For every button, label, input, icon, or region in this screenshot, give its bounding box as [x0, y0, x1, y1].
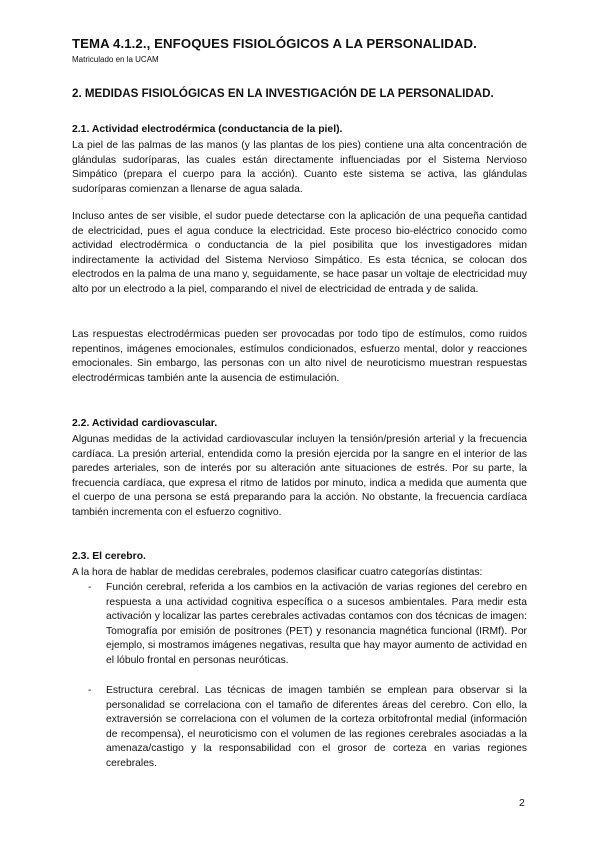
paragraph-2-1-1: La piel de las palmas de las manos (y las plantas de los pies) contiene una alta concentración de glándulas sudoríparas, las cuales están directamente influenciadas por el Sistema Nervioso Simpático (prepara el cuerpo para la acción). Cuanto este sistema se activa, las glándulas sudoríparas comienzan a llenarse de agua salada.: [72, 140, 527, 195]
paragraph-2-3-intro: A la hora de hablar de medidas cerebrales, podemos clasificar cuatro categorías distintas:: [72, 567, 483, 578]
paragraph-2-2-1: Algunas medidas de la actividad cardiovascular incluyen la tensión/presión arterial y la frecuencia cardíaca. La presión arterial, entendida como la presión ejercida por la sangre en el interior de las paredes arteriales, son de interés por su alteración ante situaciones de estrés. Por su parte, la frecuencia cardíaca, que expresa el ritmo de latidos por minuto, indica a medida que aumenta que el cuerpo de una persona se está preparando para la acción. No obstante, la frecuencia cardíaca también incrementa con el esfuerzo cognitivo.: [72, 434, 527, 518]
list-item-text: Estructura cerebral. Las técnicas de imagen también se emplean para observar si la personalidad se correlaciona con el tamaño de diferentes áreas del cerebro. Con ello, la extraversión se correlaciona con el volumen de la corteza orbitofrontal medial (información de recompensa), el neuroticismo con el volumen de las regiones cerebrales asociadas a la amenaza/castigo y la responsabilidad con el grosor de corteza en varias regiones cerebrales.: [106, 685, 527, 769]
list-item-text: Función cerebral, referida a los cambios en la activación de varias regiones del cerebro en respuesta a una actividad cognitiva específica o a sucesos ambientales. Para medir esta activación y localizar las partes cerebrales activadas contamos con dos técnicas de imagen: Tomografía por emisión de positrones (PET) y resonancia magnética funcional (IRMf). Por ejemplo, si mostramos imágenes negativas, resulta que hay mayor aumento de actividad en el lóbulo frontal en personas neuróticas.: [106, 582, 527, 666]
subsection-heading-2-1: 2.1. Actividad electrodérmica (conductancia de la piel).: [72, 124, 343, 135]
list-bullet: -: [88, 582, 92, 593]
list-bullet: -: [88, 685, 92, 696]
document-subtitle: Matriculado en la UCAM: [72, 55, 159, 64]
page-number: 2: [519, 797, 525, 809]
subsection-heading-2-3: 2.3. El cerebro.: [72, 551, 146, 562]
section-heading: 2. MEDIDAS FISIOLÓGICAS EN LA INVESTIGACIÓN DE LA PERSONALIDAD.: [72, 87, 494, 100]
subsection-heading-2-2: 2.2. Actividad cardiovascular.: [72, 418, 218, 429]
paragraph-2-1-2: Incluso antes de ser visible, el sudor puede detectarse con la aplicación de una pequeña cantidad de electricidad, pues el agua conduce la electricidad. Este proceso bio-eléctrico conocido como actividad electrodérmica o conductancia de la piel posibilita que los investigadores midan indirectamente la actividad del Sistema Nervioso Simpático. Es esta técnica, se colocan dos electrodos en la palma de una mano y, seguidamente, se hace pasar un voltaje de electricidad muy alto por un electrodo a la piel, comparando el nivel de electricidad de entrada y de salida.: [72, 211, 527, 295]
document-title: TEMA 4.1.2., ENFOQUES FISIOLÓGICOS A LA PERSONALIDAD.: [72, 36, 477, 51]
paragraph-2-1-3: Las respuestas electrodérmicas pueden ser provocadas por todo tipo de estímulos, como ruidos repentinos, imágenes emocionales, estímulos condicionados, esfuerzo mental, dolor y reacciones emocionales. Sin embargo, las personas con un alto nivel de neuroticismo muestran respuestas electrodérmicas también ante la ausencia de estimulación.: [72, 329, 527, 384]
